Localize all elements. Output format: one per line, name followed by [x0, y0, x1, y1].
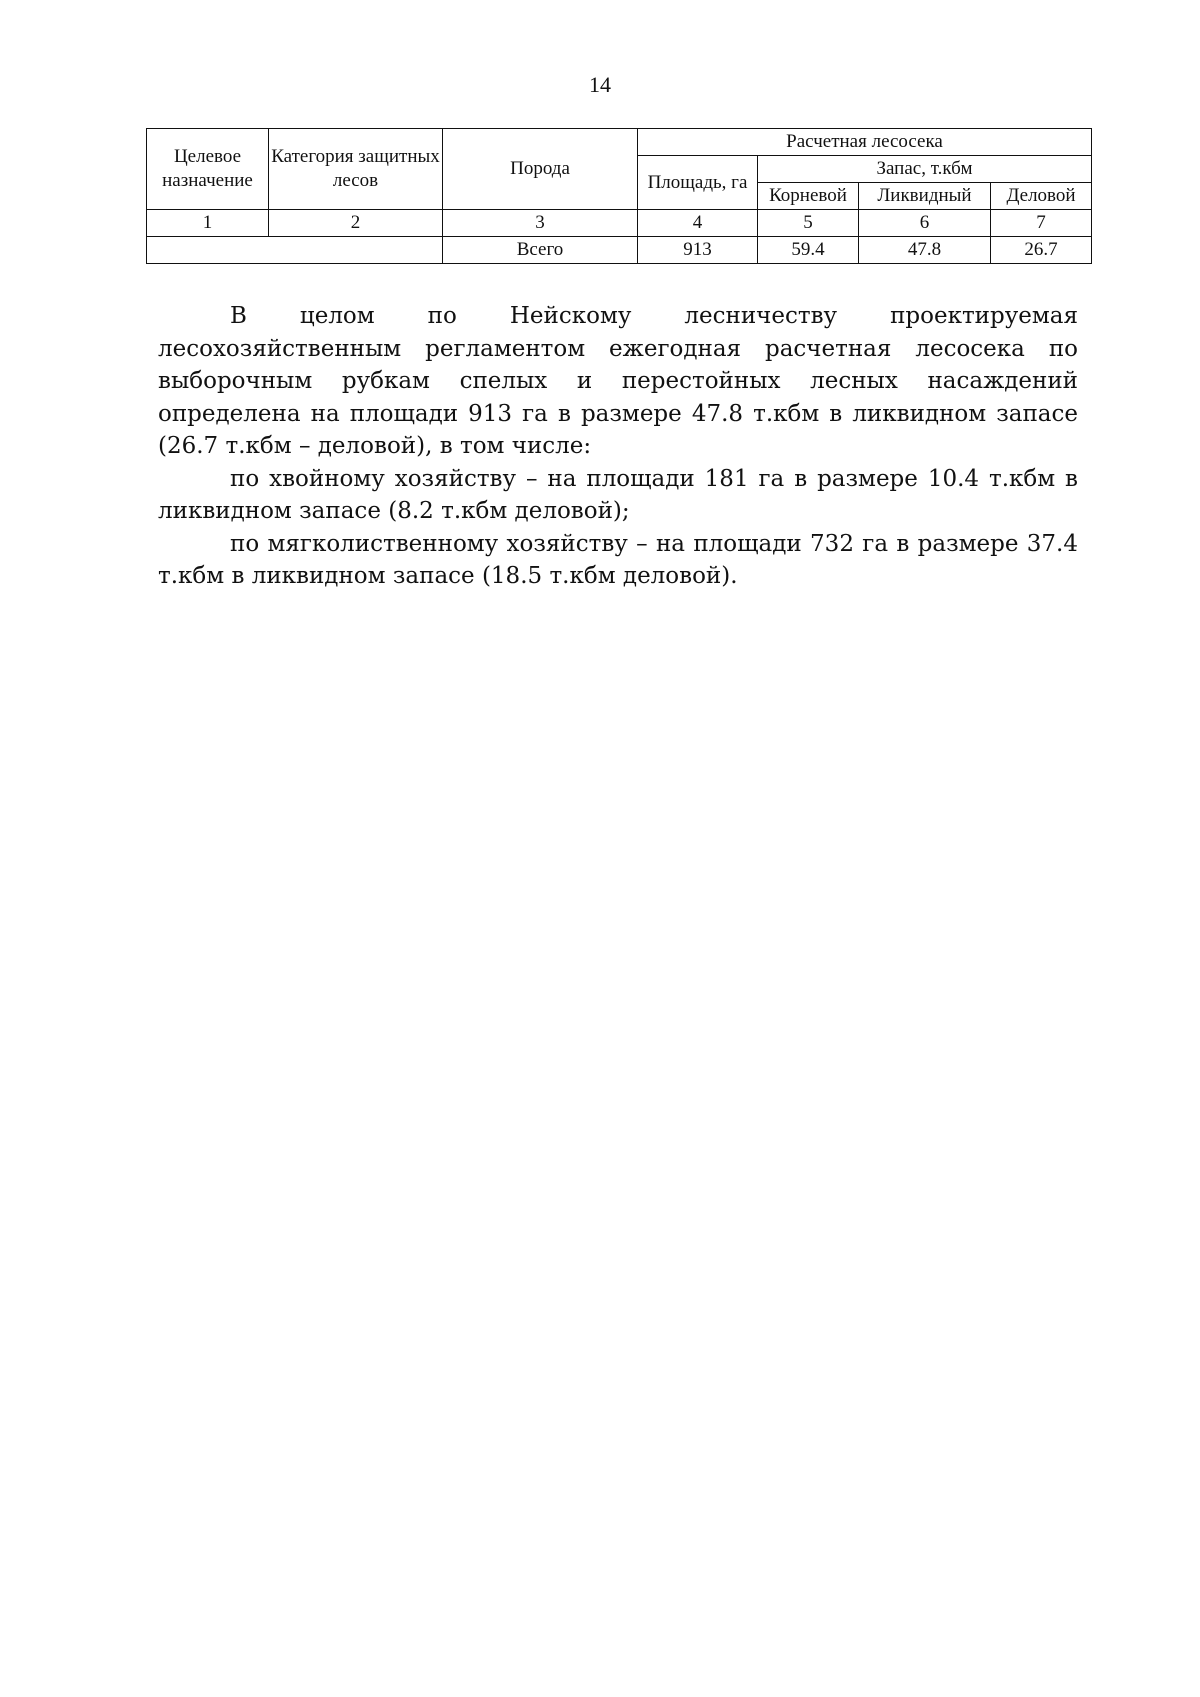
header-root-stock: Корневой: [758, 183, 859, 210]
total-business-stock: 26.7: [991, 237, 1092, 264]
total-label: Всего: [443, 237, 638, 264]
forest-cut-table-container: [146, 128, 1091, 264]
paragraph-summary: В целом по Нейскому лесничеству проектируемая лесохозяйственным регламентом ежегодная расчетная лесосека по выборочным рубкам спелых и перестойных лесных насаждений определена на площади 913 га в размере 47.8 т.кбм в ликвидном запасе (26.7 т.кбм – деловой), в том числе:: [158, 303, 1078, 459]
total-root-stock: 59.4: [758, 237, 859, 264]
column-number: 2: [269, 210, 443, 237]
paragraph-coniferous: по хвойному хозяйству – на площади 181 га в размере 10.4 т.кбм в ликвидном запасе (8.2 т.кбм деловой);: [158, 465, 1078, 524]
total-liquid-stock: 47.8: [859, 237, 991, 264]
header-protective-forest-category: Категория защитных лесов: [269, 129, 443, 210]
column-number: 4: [638, 210, 758, 237]
paragraph-softwood: по мягколиственному хозяйству – на площади 732 га в размере 37.4 т.кбм в ликвидном запасе (18.5 т.кбм деловой).: [158, 530, 1078, 589]
column-number: 5: [758, 210, 859, 237]
total-row: [147, 237, 1092, 264]
header-business-stock: Деловой: [991, 183, 1092, 210]
column-number: 3: [443, 210, 638, 237]
column-number-row: [147, 210, 1092, 237]
header-stock: Запас, т.кбм: [758, 156, 1092, 183]
forest-cut-table: [146, 128, 1092, 264]
total-row-empty-cell: [147, 237, 443, 264]
column-number: 6: [859, 210, 991, 237]
header-area: Площадь, га: [638, 156, 758, 210]
column-number: 1: [147, 210, 269, 237]
page-number: 14: [589, 72, 611, 97]
column-number: 7: [991, 210, 1092, 237]
header-target-purpose: Целевое назначение: [147, 129, 269, 210]
body-text: [158, 300, 1078, 593]
header-estimated-cutting-area: Расчетная лесосека: [638, 129, 1092, 156]
header-liquid-stock: Ликвидный: [859, 183, 991, 210]
header-species: Порода: [443, 129, 638, 210]
total-area: 913: [638, 237, 758, 264]
